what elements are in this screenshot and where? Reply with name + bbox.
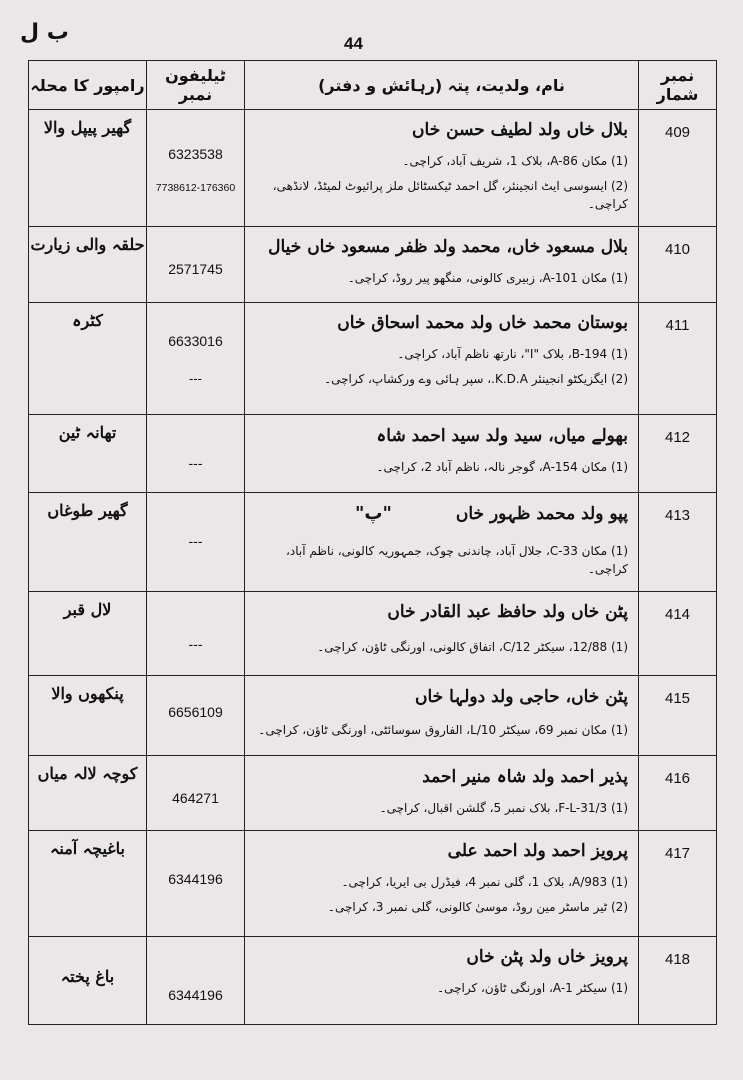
- serial-cell: 414: [639, 592, 717, 676]
- area-cell: باغ پختہ: [29, 937, 147, 1025]
- table-row: [29, 110, 717, 227]
- address-line: (1) مکان A-101، زبیری کالونی، منگھو پیر روڈ، کراچی۔: [347, 271, 628, 285]
- person-name: بلال خاں ولد لطیف حسن خاں: [412, 120, 628, 140]
- serial-cell: 416: [639, 756, 717, 831]
- table-row: [29, 303, 717, 415]
- phone-number: 2571745: [168, 261, 223, 277]
- phone-cell: [147, 110, 245, 227]
- letter-mark: "پ": [355, 503, 392, 524]
- page-number: 44: [344, 34, 363, 53]
- name-address-cell: [245, 110, 639, 227]
- person-name: پرویز احمد ولد احمد علی: [447, 841, 628, 861]
- phone-number: 6656109: [168, 704, 223, 720]
- phone-number: 6344196: [168, 871, 223, 887]
- phone-cell: [147, 493, 245, 592]
- table-row: [29, 227, 717, 303]
- serial-cell: 412: [639, 415, 717, 493]
- register-table: [28, 60, 717, 1025]
- person-name: بوستان محمد خاں ولد محمد اسحاق خاں: [337, 313, 628, 333]
- name-address-cell: [245, 493, 639, 592]
- table-row: [29, 592, 717, 676]
- header-row: [29, 61, 717, 110]
- table-row: [29, 937, 717, 1025]
- area-cell: باغیچہ آمنہ: [29, 831, 147, 937]
- name-address-cell: [245, 415, 639, 493]
- address-line: (2) ایگزیکٹو انجینئر K.D.A.، سپر ہائی وے ورکشاپ، کراچی۔: [324, 372, 628, 386]
- area-cell: کوچہ لالہ میاں: [29, 756, 147, 831]
- phone-number: ---: [188, 636, 203, 652]
- serial-cell: 418: [639, 937, 717, 1025]
- name-address-cell: [245, 756, 639, 831]
- address-line: (1) 12/88، سیکٹر 12/C، اتفاق کالونی، اورنگی ٹاؤن، کراچی۔: [317, 640, 628, 654]
- person-name: پٹن خاں ولد حافظ عبد القادر خاں: [387, 602, 628, 622]
- phone-number: ---: [188, 455, 203, 471]
- name-address-cell: [245, 592, 639, 676]
- serial-cell: 411: [639, 303, 717, 415]
- area-cell: پنکھوں والا: [29, 676, 147, 756]
- header-area: رامپور کا محلہ: [29, 61, 147, 110]
- table-row: [29, 415, 717, 493]
- area-cell: کٹرہ: [29, 303, 147, 415]
- area-cell: تھانہ ٹین: [29, 415, 147, 493]
- address-line: (1) مکان A-86، بلاک 1، شریف آباد، کراچی۔: [402, 154, 628, 168]
- name-address-cell: [245, 227, 639, 303]
- person-name: بلال مسعود خاں، محمد ولد ظفر مسعود خاں خیال: [268, 237, 628, 257]
- area-cell: حلقہ والی زیارت: [29, 227, 147, 303]
- address-line: (2) ایسوسی ایٹ انجینئر، گل احمد ٹیکسٹائل ملز پرائیوٹ لمیٹڈ، لانڈھی، کراچی۔: [272, 179, 628, 211]
- person-name: پرویز خاں ولد پٹن خاں: [466, 947, 628, 967]
- address-line: (1) مکان C-33، جلال آباد، چاندنی چوک، جمہوریہ کالونی، ناظم آباد، کراچی۔: [286, 544, 628, 576]
- phone-number-2: 7738612-176360: [155, 182, 236, 194]
- serial-cell: 410: [639, 227, 717, 303]
- phone-number: 6323538: [168, 146, 223, 162]
- name-address-cell: [245, 831, 639, 937]
- phone-cell: [147, 676, 245, 756]
- phone-number-2: ---: [189, 371, 202, 386]
- table-row: [29, 676, 717, 756]
- phone-cell: [147, 415, 245, 493]
- address-line: (1) مکان نمبر 69، سیکٹر 10/L، الفاروق سوسائٹی، اورنگی ٹاؤن، کراچی۔: [258, 723, 628, 737]
- phone-number: ---: [188, 533, 203, 549]
- phone-cell: [147, 227, 245, 303]
- phone-cell: [147, 592, 245, 676]
- corner-label: ب ل: [20, 20, 69, 45]
- table-row: [29, 756, 717, 831]
- table-row: [29, 493, 717, 592]
- phone-cell: [147, 937, 245, 1025]
- address-line: (1) F-L-31/3، بلاک نمبر 5، گلشن اقبال، کراچی۔: [379, 801, 628, 815]
- area-cell: گھیر پیپل والا: [29, 110, 147, 227]
- person-name: پٹن خاں، حاجی ولد دولہا خاں: [414, 687, 628, 707]
- header-name: نام، ولدیت، پتہ (رہائش و دفتر): [245, 61, 639, 110]
- serial-cell: 415: [639, 676, 717, 756]
- person-name: پذیر احمد ولد شاہ منیر احمد: [422, 767, 628, 787]
- phone-number: 6633016: [168, 333, 223, 349]
- serial-cell: 409: [639, 110, 717, 227]
- phone-cell: [147, 303, 245, 415]
- name-address-cell: [245, 937, 639, 1025]
- phone-cell: [147, 831, 245, 937]
- phone-number: 464271: [172, 790, 219, 806]
- header-serial: نمبر شمار: [639, 61, 717, 110]
- area-cell: لال قبر: [29, 592, 147, 676]
- address-line: (1) سیکٹر A-1، اورنگی ٹاؤن، کراچی۔: [437, 981, 628, 995]
- phone-number: 6344196: [168, 987, 223, 1003]
- address-line: (2) ٹیر ماسٹر مین روڈ، موسیٰ کالونی، گلی نمبر 3، کراچی۔: [327, 900, 628, 914]
- table-row: [29, 831, 717, 937]
- phone-cell: [147, 756, 245, 831]
- person-name: پپو ولد محمد ظہور خاں: [455, 504, 628, 524]
- address-line: (1) B-194، بلاک "I"، نارتھ ناظم آباد، کراچی۔: [397, 347, 628, 361]
- address-line: (1) مکان A-154، گوجر نالہ، ناظم آباد 2، کراچی۔: [376, 460, 628, 474]
- header-phone: ٹیلیفون نمبر: [147, 61, 245, 110]
- area-cell: گھیر طوغاں: [29, 493, 147, 592]
- person-name: بھولے میاں، سید ولد سید احمد شاہ: [376, 426, 628, 446]
- serial-cell: 417: [639, 831, 717, 937]
- name-address-cell: [245, 303, 639, 415]
- serial-cell: 413: [639, 493, 717, 592]
- address-line: (1) A/983، بلاک 1، گلی نمبر 4، فیڈرل بی ایریا، کراچی۔: [341, 875, 628, 889]
- name-address-cell: [245, 676, 639, 756]
